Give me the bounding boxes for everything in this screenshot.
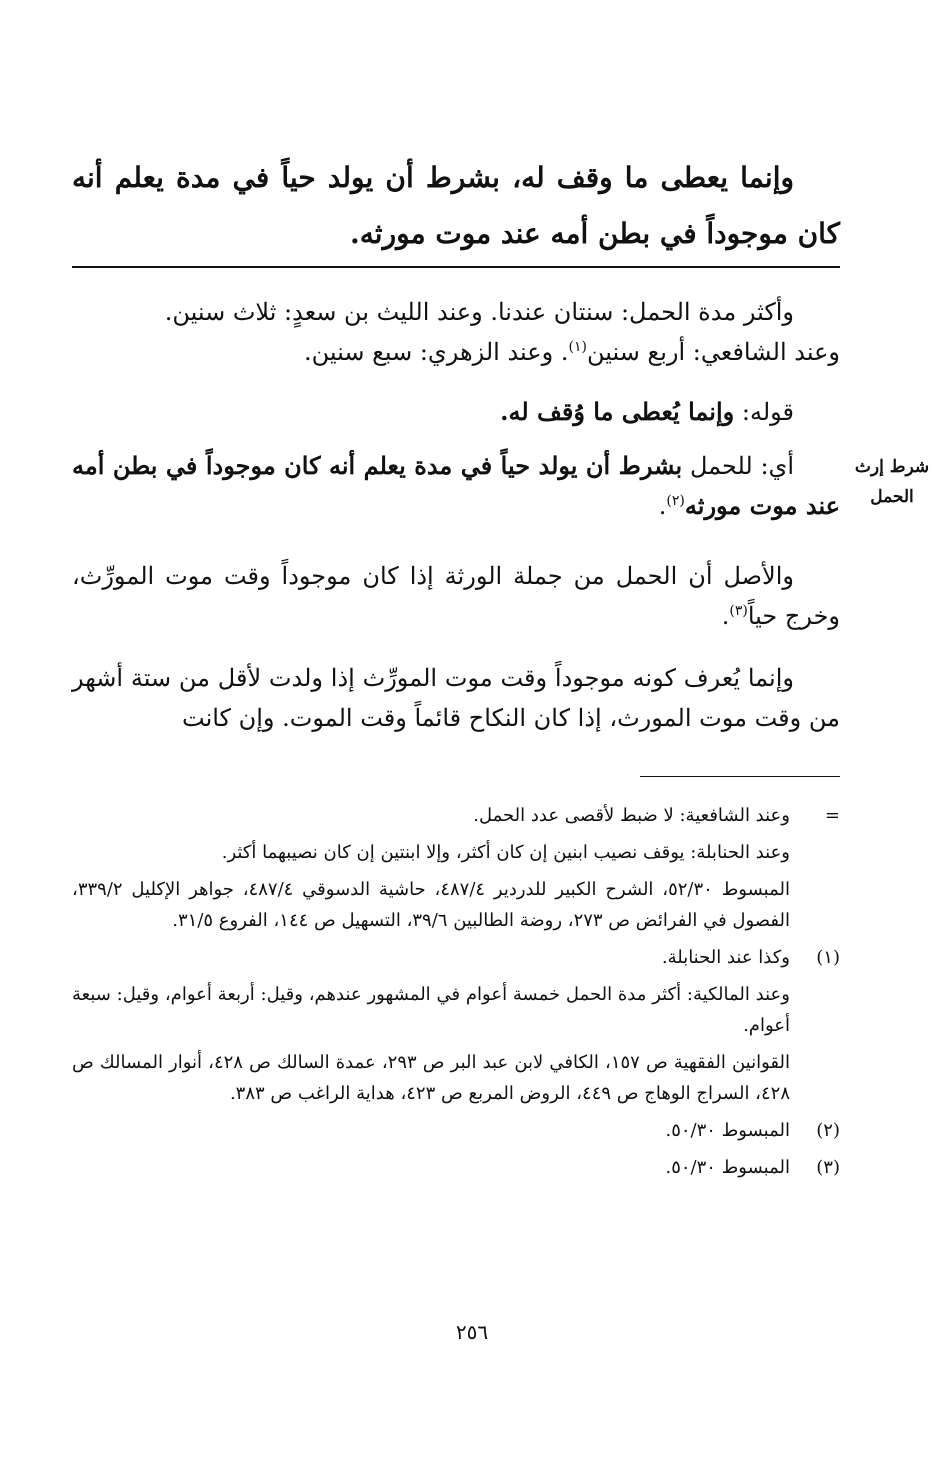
matn-text: وإنما يعطى ما وقف له، بشرط أن يولد حياً في مدة يعلم أنه كان موجوداً في بطن أمه عند موت مورثه. — [72, 161, 840, 250]
footnote-text: المبسوط ٥٢/٣٠، الشرح الكبير للدردير ٤٨٧/٤، حاشية الدسوقي ٤٨٧/٤، جواهر الإكليل ٣٣٩/٢، الفصول في الفرائض ص ٢٧٣، روضة الطالبين ٣٩/٦، التسهيل ص ١٤٤، الفروع ٣١/٥. — [72, 879, 790, 931]
footnote-row — [72, 874, 840, 936]
p3-end: . — [658, 492, 667, 520]
footnote-mark: (١) — [816, 947, 840, 968]
commentary-paragraph-5 — [72, 658, 840, 738]
page-number: ٢٥٦ — [455, 1320, 489, 1344]
margin-note: شرط إرث الحمل — [854, 457, 930, 507]
p4-text: والأصل أن الحمل من جملة الورثة إذا كان موجوداً وقت موت المورِّث، وخرج حياً — [72, 562, 840, 630]
footnote-ref-2[interactable]: (٢) — [666, 493, 685, 509]
p4-end: . — [721, 602, 730, 630]
commentary-paragraph-4 — [72, 556, 840, 636]
footnote-row — [72, 942, 840, 973]
commentary-paragraph-1 — [72, 292, 840, 372]
p2-lead: قوله: — [741, 398, 794, 426]
footnote-text: القوانين الفقهية ص ١٥٧، الكافي لابن عبد البر ص ٢٩٣، عمدة السالك ص ٤٢٨، أنوار المسالك ص ٤٢٨، السراج الوهاج ص ٤٤٩، الروض المربع ص ٤٢٣، هداية الراغب ص ٣٨٣. — [72, 1052, 791, 1104]
footnote-text: وكذا عند الحنابلة. — [661, 947, 790, 968]
p1-line2-b: . وعند الزهري: سبع سنين. — [303, 338, 569, 366]
p2-quote: وإنما يُعطى ما وُقف له. — [500, 397, 735, 426]
p1-line1: وأكثر مدة الحمل: سنتان عندنا. وعند الليث بن سعدٍ: ثلاث سنين. — [164, 298, 794, 326]
footnote-mark — [790, 1047, 840, 1109]
footnote-separator — [640, 776, 840, 777]
separator-rule — [72, 266, 840, 268]
footnote-mark: = — [824, 805, 840, 826]
footnote-ref-3[interactable]: (٣) — [729, 603, 748, 619]
footnote-mark — [790, 874, 840, 936]
footnote-text: المبسوط ٥٠/٣٠. — [665, 1120, 790, 1141]
commentary-paragraph-2 — [72, 392, 840, 432]
footnote-row — [72, 800, 840, 831]
footnote-row — [72, 837, 840, 868]
footnotes — [72, 800, 840, 1189]
p3-lead: أي: للحمل — [689, 452, 794, 480]
footnote-mark: (٢) — [816, 1120, 840, 1141]
commentary-paragraph-3 — [72, 446, 840, 526]
footnote-row — [72, 979, 840, 1041]
p3-quote: بشرط أن يولد حياً في مدة يعلم أنه كان موجوداً في بطن أمه عند موت مورثه — [72, 451, 840, 520]
footnote-mark — [790, 837, 840, 868]
footnote-text: وعند الحنابلة: يوقف نصيب ابنين إن كان أكثر، وإلا ابنتين إن كان نصيبهما أكثر. — [221, 842, 790, 863]
footnote-mark: (٣) — [816, 1157, 840, 1178]
footnote-text: وعند المالكية: أكثر مدة الحمل خمسة أعوام في المشهور عندهم، وقيل: أربعة أعوام، وقيل: سبعة أعوام. — [72, 984, 790, 1036]
footnote-row — [72, 1047, 840, 1109]
p5-text: وإنما يُعرف كونه موجوداً وقت موت المورِّث إذا ولدت لأقل من ستة أشهر من وقت موت المورث، إذا كان النكاح قائماً وقت الموت. وإن كانت — [72, 664, 840, 732]
footnote-text: المبسوط ٥٠/٣٠. — [665, 1157, 790, 1178]
footnote-mark — [790, 979, 840, 1041]
footnote-ref-1[interactable]: (١) — [568, 339, 587, 355]
footnote-text: وعند الشافعية: لا ضبط لأقصى عدد الحمل. — [473, 805, 790, 826]
p1-line2-a: وعند الشافعي: أربع سنين — [586, 338, 840, 366]
footnote-row — [72, 1115, 840, 1146]
footnote-row — [72, 1152, 840, 1183]
main-text-matn — [72, 150, 840, 262]
